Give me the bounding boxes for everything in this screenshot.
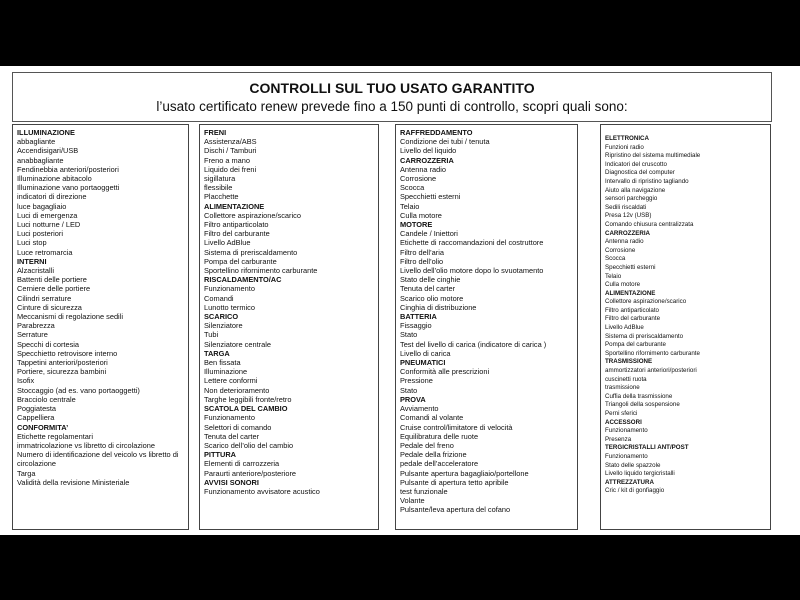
checklist-item: Cuffia della trasmissione <box>605 392 673 400</box>
section-heading: TRASMISSIONE <box>605 358 653 366</box>
checklist-item: Livello di carica <box>400 348 451 358</box>
checklist-item: Cric / kit di gonfiaggio <box>605 487 665 495</box>
checklist-item: Presa 12v (USB) <box>605 212 652 220</box>
checklist-item: Tenuta del carter <box>204 431 260 441</box>
checklist-item: Perni sferici <box>605 410 638 417</box>
checklist-item: Equilibratura delle ruote <box>400 431 479 441</box>
checklist-item: Comando chiusura centralizzata <box>605 220 694 228</box>
checklist-item: Illuminazione vano portaoggetti <box>17 183 120 193</box>
checklist-item: Accendisigari/USB <box>17 146 79 156</box>
section-heading: ALIMENTAZIONE <box>204 201 265 211</box>
checklist-item: Corrosione <box>605 246 636 254</box>
section-heading: SCARICO <box>204 312 239 322</box>
page-subtitle: l’usato certificato renew prevede fino a 150 punti di controllo, scopri quali sono: <box>156 99 628 114</box>
checklist-item: Portiere, sicurezza bambini <box>17 367 107 377</box>
checklist-item: Etichette di raccomandazioni del costruttore <box>400 238 544 248</box>
checklist-item: Indicatori del cruscotto <box>605 160 667 168</box>
checklist-item: Scocca <box>605 255 626 263</box>
checklist-item: Sistema di preriscaldamento <box>605 332 684 340</box>
checklist-item: indicatori di direzione <box>17 192 87 202</box>
checklist-item: Antenna radio <box>400 164 447 174</box>
section-heading: ILLUMINAZIONE <box>17 128 75 137</box>
section-heading: ALIMENTAZIONE <box>605 289 656 297</box>
checklist-item: Corrosione <box>400 174 437 184</box>
checklist-item: sigillatura <box>204 174 236 184</box>
checklist-item: Pulsante di apertura tetto apribile <box>400 477 509 487</box>
checklist-item: Tenuta del carter <box>400 284 456 294</box>
checklist-item: Funzioni radio <box>605 143 644 151</box>
checklist-item: trasmissione <box>605 384 640 392</box>
section-heading: PNEUMATICI <box>400 358 446 368</box>
checklist-item: Culla motore <box>400 210 442 220</box>
checklist-item: Pressione <box>400 376 433 386</box>
checklist-item: Pedale della frizione <box>400 450 467 460</box>
section-heading: FRENI <box>204 128 227 137</box>
checklist-item: ammortizzatori anteriori/posteriori <box>605 367 697 375</box>
checklist-item: Meccanismi di regolazione sedili <box>17 312 123 322</box>
checklist-item: Conformità alle prescrizioni <box>400 367 490 377</box>
checklist-item: Funzionamento <box>204 413 255 423</box>
checklist-item: anabbagliante <box>17 155 64 165</box>
section-heading: PROVA <box>400 394 426 404</box>
checklist-item: Lettere conformi <box>204 376 258 386</box>
checklist-item: Sistema di preriscaldamento <box>204 247 298 257</box>
section-heading: TARGA <box>204 348 230 358</box>
checklist-item: Specchi di cortesia <box>17 339 80 349</box>
checklist-item: Presenza <box>605 435 632 443</box>
checklist-item: Sportellino rifornimento carburante <box>605 349 700 357</box>
checklist-item: Livello AdBlue <box>605 324 644 332</box>
checklist-item: Validità della revisione Ministeriale <box>17 477 130 487</box>
checklist-item: Stato delle cinghie <box>400 275 461 285</box>
checklist-item: Stato <box>400 385 418 395</box>
checklist-item: Placchette <box>204 192 239 202</box>
checklist-item: Silenziatore <box>204 321 243 331</box>
checklist-item: Battenti delle portiere <box>17 275 87 285</box>
checklist-item: Antenna radio <box>605 238 644 246</box>
checklist-item: Paraurti anteriore/posteriore <box>204 468 297 478</box>
checklist-item: Intervallo di ripristino tagliando <box>605 177 689 185</box>
checklist-column-1 <box>12 124 189 530</box>
checklist-item: Numero di identificazione del veicolo vs libretto di <box>17 450 179 460</box>
checklist-item: Livello del liquido <box>400 146 457 156</box>
section-heading: INTERNI <box>17 256 47 266</box>
checklist-item: luce bagagliaio <box>17 201 67 211</box>
checklist-item: Scocca <box>400 183 425 193</box>
section-heading: ATTREZZATURA <box>605 478 654 486</box>
checklist-item: Luci di emergenza <box>17 210 78 220</box>
checklist-item: Liquido dei freni <box>204 164 257 174</box>
checklist-item: Scarico olio motore <box>400 293 464 303</box>
section-heading: SCATOLA DEL CAMBIO <box>204 404 288 414</box>
checklist-item: Funzionamento <box>605 452 648 460</box>
checklist-item: Fendinebbia anteriori/posteriori <box>17 164 119 174</box>
checklist-item: Collettore aspirazione/scarico <box>204 210 301 220</box>
checklist-item: Illuminazione abitacolo <box>17 174 92 184</box>
document-sheet <box>0 66 800 535</box>
checklist-item: sensori parcheggio <box>605 195 658 203</box>
section-heading: ACCESSORI <box>605 418 642 426</box>
checklist-item: Cinghia di distribuzione <box>400 302 477 312</box>
checklist-item: Aiuto alla navigazione <box>605 186 666 194</box>
checklist-item: Stato <box>400 330 418 340</box>
checklist-item: Pompa del carburante <box>605 341 666 349</box>
checklist-item: Cerniere delle portiere <box>17 284 91 294</box>
checklist-item: Tubi <box>204 330 219 340</box>
checklist-item: cuscinetti ruota <box>605 375 647 383</box>
checklist-item: Pedale del freno <box>400 440 454 450</box>
checklist-item: Targa <box>17 468 36 478</box>
checklist-item: Alzacristalli <box>17 266 54 276</box>
checklist-item: Sportellino rifornimento carburante <box>204 266 318 276</box>
checklist-item: Freno a mano <box>204 155 251 165</box>
checklist-item: Ripristino del sistema multimediale <box>605 152 701 160</box>
checklist-item: Cinture di sicurezza <box>17 302 82 312</box>
checklist-item: Diagnostica del computer <box>605 169 675 177</box>
checklist-item: Volante <box>400 496 425 506</box>
checklist-item: Specchietti esterni <box>400 192 461 202</box>
checklist-column-4 <box>600 124 771 530</box>
section-heading: PITTURA <box>204 450 237 460</box>
checklist-column-3 <box>395 124 578 530</box>
checklist-item: Dischi / Tamburi <box>204 146 257 156</box>
checklist-item: Funzionamento avvisatore acustico <box>204 486 320 496</box>
checklist-item: Luce retromarcia <box>17 247 73 257</box>
section-heading: BATTERIA <box>400 312 437 322</box>
checklist-item: pedale dell’acceleratore <box>400 459 479 469</box>
checklist-item: Specchietti esterni <box>605 263 656 271</box>
checklist-item: abbagliante <box>17 137 56 147</box>
section-heading: CARROZZERIA <box>605 229 651 237</box>
checklist-item: Funzionamento <box>605 427 648 435</box>
section-heading: RISCALDAMENTO/AC <box>204 275 282 285</box>
checklist-item: Cruise control/limitatore di velocità <box>400 422 513 432</box>
section-heading: TERGICRISTALLI ANT/POST <box>605 444 689 452</box>
checklist-item: Stoccaggio (ad es. vano portaoggetti) <box>17 385 140 395</box>
checklist-item: Tappetini anteriori/posteriori <box>17 358 108 368</box>
checklist-item: Filtro antiparticolato <box>605 306 659 314</box>
checklist-item: flessibile <box>204 183 233 193</box>
checklist-item: Livello AdBlue <box>204 238 251 248</box>
section-heading: AVVISI SONORI <box>204 477 259 487</box>
checklist-item: Pompa del carburante <box>204 256 277 266</box>
section-heading: CONFORMITA’ <box>17 422 69 432</box>
checklist-item: Assistenza/ABS <box>204 137 257 147</box>
checklist-item: Etichette regolamentari <box>17 431 93 441</box>
checklist-item: Bracciolo centrale <box>17 394 76 404</box>
checklist-item: test funzionale <box>400 486 448 496</box>
checklist-item: Culla motore <box>605 281 641 289</box>
checklist-item: Sedili riscaldati <box>605 203 647 211</box>
checklist-item: Selettori di comando <box>204 422 272 432</box>
section-heading: ELETTRONICA <box>605 135 649 142</box>
checklist-item: Filtro antiparticolato <box>204 220 269 230</box>
checklist-item: Ben fissata <box>204 358 241 368</box>
checklist-item: Stato delle spazzole <box>605 461 661 469</box>
section-heading: MOTORE <box>400 220 433 230</box>
checklist-item: Cappelliera <box>17 413 55 423</box>
checklist-item: Candele / Iniettori <box>400 229 458 239</box>
checklist-item: Luci stop <box>17 238 47 248</box>
checklist-item: Telaio <box>605 272 622 280</box>
checklist-item: Comandi <box>204 293 234 303</box>
checklist-column-2 <box>199 124 379 530</box>
checklist-item: Filtro dell’aria <box>400 247 444 257</box>
checklist-item: Comandi al volante <box>400 413 464 423</box>
checklist-item: Filtro dell’olio <box>400 256 444 266</box>
checklist-item: Filtro del carburante <box>605 315 661 323</box>
checklist-item: Serrature <box>17 330 48 340</box>
checklist-item: Illuminazione <box>204 367 248 377</box>
checklist-item: Luci notturne / LED <box>17 220 81 230</box>
checklist-item: Scarico dell’olio del cambio <box>204 440 294 450</box>
checklist-item: Funzionamento <box>204 284 255 294</box>
checklist-item: Collettore aspirazione/scarico <box>605 298 687 306</box>
checklist-item: Silenziatore centrale <box>204 339 271 349</box>
checklist-item: Pulsante apertura bagagliaio/portellone <box>400 468 529 478</box>
checklist-item: Isofix <box>17 376 35 386</box>
checklist-item: Triangoli della sospensione <box>605 401 680 409</box>
checklist-item: Test del livello di carica (indicatore di carica ) <box>400 339 547 349</box>
checklist-item: Lunotto termico <box>204 302 255 312</box>
checklist-item: Poggiatesta <box>17 404 57 414</box>
checklist-item: immatricolazione vs libretto di circolazione <box>17 440 156 450</box>
checklist-item: Filtro del carburante <box>204 229 270 239</box>
checklist-item: Elementi di carrozzeria <box>204 459 280 469</box>
checklist-item: Non deterioramento <box>204 385 270 395</box>
checklist-item: circolazione <box>17 459 57 469</box>
checklist-item: Cilindri serrature <box>17 293 72 303</box>
checklist-item: Luci posteriori <box>17 229 64 239</box>
checklist-item: Parabrezza <box>17 321 55 331</box>
page-title: CONTROLLI SUL TUO USATO GARANTITO <box>249 80 535 96</box>
section-heading: RAFFREDDAMENTO <box>400 128 473 137</box>
checklist-item: Targhe leggibili fronte/retro <box>204 394 292 404</box>
checklist-item: Avviamento <box>400 404 439 414</box>
header-box <box>12 72 772 122</box>
checklist-item: Condizione dei tubi / tenuta <box>400 137 490 147</box>
checklist-item: Pulsante/leva apertura del cofano <box>400 505 511 515</box>
checklist-item: Livello dell’olio motore dopo lo svuotamento <box>400 266 544 276</box>
checklist-item: Livello liquido tergicristalli <box>605 470 675 478</box>
section-heading: CARROZZERIA <box>400 155 454 165</box>
checklist-item: Specchietto retrovisore interno <box>17 348 118 358</box>
checklist-item: Telaio <box>400 201 420 211</box>
checklist-item: Fissaggio <box>400 321 432 331</box>
